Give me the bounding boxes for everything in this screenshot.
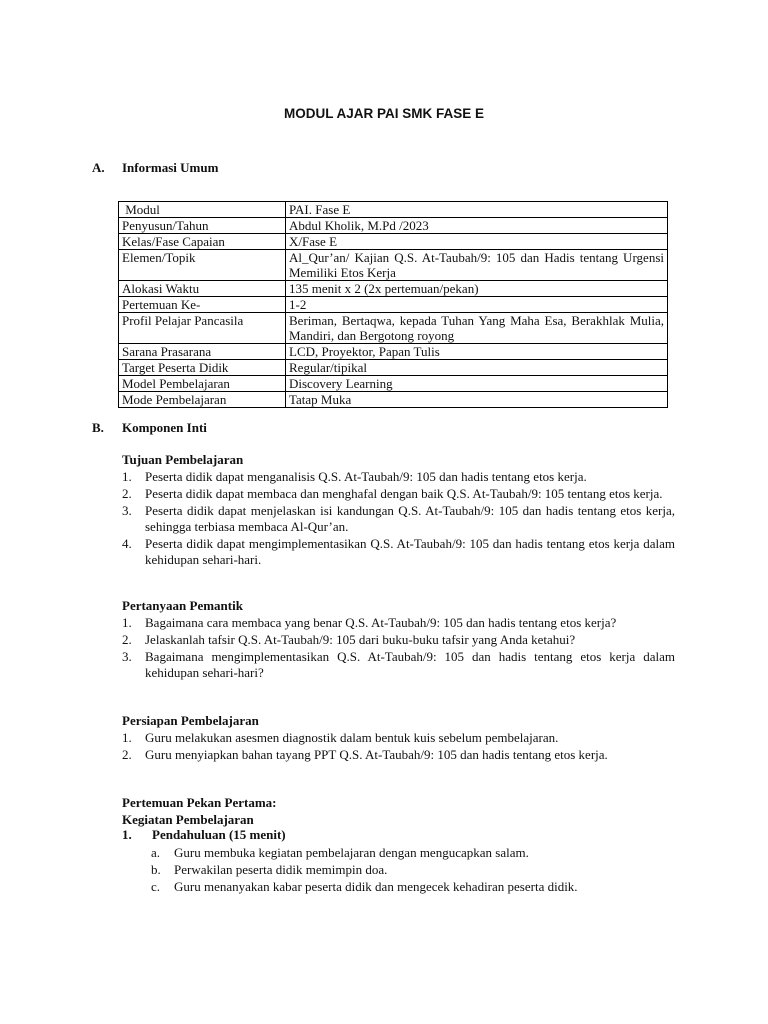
info-key: Alokasi Waktu bbox=[119, 281, 286, 297]
list-item-text: Guru membuka kegiatan pembelajaran dengan mengucapkan salam. bbox=[174, 845, 529, 860]
pendahuluan-label: Pendahuluan (15 menit) bbox=[152, 827, 286, 842]
list-item-number: 2. bbox=[122, 632, 132, 647]
list-item bbox=[122, 632, 675, 648]
list-item-number: 1. bbox=[122, 615, 132, 630]
info-key: Sarana Prasarana bbox=[119, 344, 286, 360]
list-item bbox=[151, 879, 681, 895]
section-a-heading bbox=[92, 160, 218, 176]
info-key: Model Pembelajaran bbox=[119, 376, 286, 392]
info-value: Tatap Muka bbox=[286, 392, 668, 408]
list-item bbox=[122, 536, 675, 568]
info-row bbox=[119, 360, 668, 376]
pendahuluan-number: 1. bbox=[122, 827, 132, 842]
info-key: Pertemuan Ke- bbox=[119, 297, 286, 313]
info-value: Beriman, Bertaqwa, kepada Tuhan Yang Maha Esa, Berakhlak Mulia, Mandiri, dan Bergotong royong bbox=[286, 313, 668, 344]
list-item bbox=[122, 615, 675, 631]
list-item-number: a. bbox=[151, 845, 161, 860]
info-value: 1-2 bbox=[286, 297, 668, 313]
info-value: Regular/tipikal bbox=[286, 360, 668, 376]
pertemuan-heading: Pertemuan Pekan Pertama: bbox=[122, 795, 277, 810]
kegiatan-heading: Kegiatan Pembelajaran bbox=[122, 812, 254, 827]
info-key: Profil Pelajar Pancasila bbox=[119, 313, 286, 344]
list-item-number: 2. bbox=[122, 747, 132, 762]
info-key: Target Peserta Didik bbox=[119, 360, 286, 376]
info-table bbox=[118, 201, 668, 408]
info-row bbox=[119, 218, 668, 234]
section-a-letter: A. bbox=[92, 160, 105, 175]
list-item-number: 4. bbox=[122, 536, 132, 551]
info-value: Abdul Kholik, M.Pd /2023 bbox=[286, 218, 668, 234]
list-item-text: Peserta didik dapat mengimplementasikan Q.S. At-Taubah/9: 105 dan hadis tentang etos kerja dalam kehidupan sehari-hari. bbox=[145, 536, 675, 567]
list-item bbox=[151, 845, 681, 861]
list-item-number: 2. bbox=[122, 486, 132, 501]
pendahuluan-block bbox=[151, 845, 681, 896]
list-item-text: Guru menyiapkan bahan tayang PPT Q.S. At-Taubah/9: 105 dan hadis tentang etos kerja. bbox=[145, 747, 608, 762]
list-item-number: 3. bbox=[122, 649, 132, 664]
info-row bbox=[119, 202, 668, 218]
list-item-number: 1. bbox=[122, 469, 132, 484]
list-item-text: Guru melakukan asesmen diagnostik dalam bentuk kuis sebelum pembelajaran. bbox=[145, 730, 559, 745]
info-key: Mode Pembelajaran bbox=[119, 392, 286, 408]
list-item bbox=[151, 862, 681, 878]
pendahuluan-list bbox=[151, 845, 681, 895]
list-item-text: Jelaskanlah tafsir Q.S. At-Taubah/9: 105 dari buku-buku tafsir yang Anda ketahui? bbox=[145, 632, 576, 647]
info-value: LCD, Proyektor, Papan Tulis bbox=[286, 344, 668, 360]
list-item bbox=[122, 730, 675, 746]
section-b-letter: B. bbox=[92, 420, 104, 435]
info-key: Penyusun/Tahun bbox=[119, 218, 286, 234]
list-item bbox=[122, 503, 675, 535]
list-item-number: 1. bbox=[122, 730, 132, 745]
info-row bbox=[119, 392, 668, 408]
list-item-text: Perwakilan peserta didik memimpin doa. bbox=[174, 862, 388, 877]
info-row bbox=[119, 250, 668, 281]
tujuan-list bbox=[122, 469, 675, 568]
info-value: Al_Qur’an/ Kajian Q.S. At-Taubah/9: 105 dan Hadis tentang Urgensi Memiliki Etos Kerja bbox=[286, 250, 668, 281]
section-b-title: Komponen Inti bbox=[122, 420, 207, 435]
list-item-text: Peserta didik dapat menjelaskan isi kandungan Q.S. At-Taubah/9: 105 dan hadis tentang etos kerja, sehingga terbiasa membaca Al-Qur’an. bbox=[145, 503, 675, 534]
list-item bbox=[122, 747, 675, 763]
list-item-number: b. bbox=[151, 862, 161, 877]
info-row bbox=[119, 297, 668, 313]
list-item bbox=[122, 486, 675, 502]
list-item-number: c. bbox=[151, 879, 161, 894]
list-item-number: 3. bbox=[122, 503, 132, 518]
tujuan-heading: Tujuan Pembelajaran bbox=[122, 452, 244, 467]
list-item bbox=[122, 649, 675, 681]
info-row bbox=[119, 313, 668, 344]
info-row bbox=[119, 376, 668, 392]
info-value: X/Fase E bbox=[286, 234, 668, 250]
info-row bbox=[119, 234, 668, 250]
info-value: 135 menit x 2 (2x pertemuan/pekan) bbox=[286, 281, 668, 297]
pemantik-heading: Pertanyaan Pemantik bbox=[122, 598, 243, 613]
info-row bbox=[119, 281, 668, 297]
section-a-title: Informasi Umum bbox=[122, 160, 219, 175]
info-key: Kelas/Fase Capaian bbox=[119, 234, 286, 250]
list-item-text: Bagaimana cara membaca yang benar Q.S. At-Taubah/9: 105 dan hadis tentang etos kerja? bbox=[145, 615, 617, 630]
persiapan-block bbox=[122, 713, 675, 764]
persiapan-heading: Persiapan Pembelajaran bbox=[122, 713, 259, 728]
info-value: PAI. Fase E bbox=[286, 202, 668, 218]
info-key: Elemen/Topik bbox=[119, 250, 286, 281]
document-title: MODUL AJAR PAI SMK FASE E bbox=[283, 106, 485, 121]
list-item-text: Guru menanyakan kabar peserta didik dan mengecek kehadiran peserta didik. bbox=[174, 879, 578, 894]
list-item-text: Peserta didik dapat menganalisis Q.S. At-Taubah/9: 105 dan hadis tentang etos kerja. bbox=[145, 469, 587, 484]
tujuan-block bbox=[122, 452, 675, 569]
info-key: Modul bbox=[119, 202, 286, 218]
list-item-text: Peserta didik dapat membaca dan menghafal dengan baik Q.S. At-Taubah/9: 105 tentang etos kerja. bbox=[145, 486, 663, 501]
info-row bbox=[119, 344, 668, 360]
pemantik-block bbox=[122, 598, 675, 682]
pemantik-list bbox=[122, 615, 675, 681]
list-item bbox=[122, 469, 675, 485]
section-b-heading bbox=[92, 420, 207, 436]
info-value: Discovery Learning bbox=[286, 376, 668, 392]
list-item-text: Bagaimana mengimplementasikan Q.S. At-Taubah/9: 105 dan hadis tentang etos kerja dalam kehidupan sehari-hari? bbox=[145, 649, 675, 680]
pendahuluan-heading bbox=[122, 827, 675, 843]
pertemuan-block bbox=[122, 795, 675, 829]
persiapan-list bbox=[122, 730, 675, 763]
